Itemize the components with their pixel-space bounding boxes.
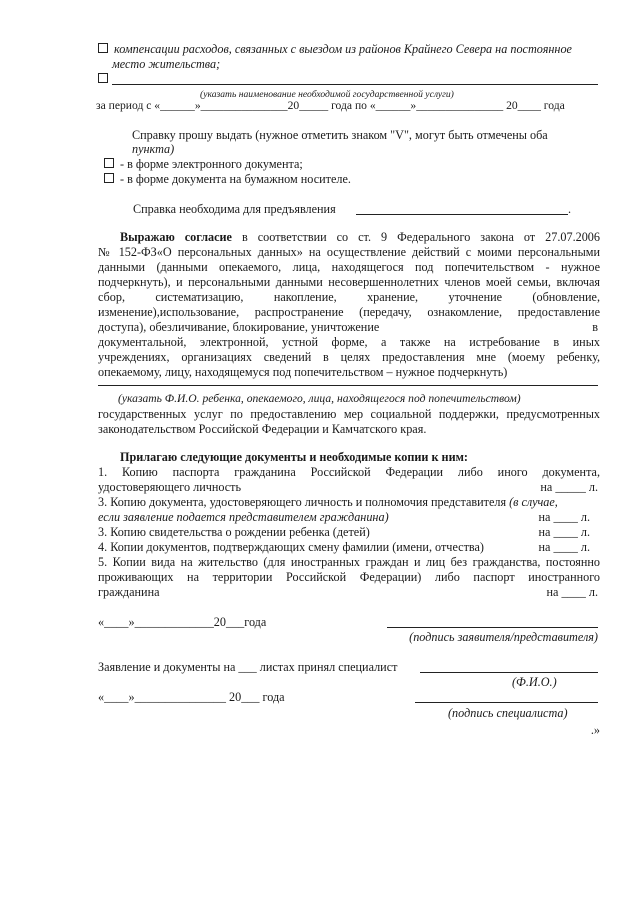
closing-quote: .»: [590, 723, 600, 737]
attachment-item1-count: на _____ л.: [540, 480, 598, 494]
option1-line1: компенсации расходов, связанных с выездом из районов Крайнего Севера на постоянное: [98, 42, 600, 57]
service-name-caption: (указать наименование необходимой государственной услуги): [200, 89, 454, 100]
service-name-underline[interactable]: [112, 84, 598, 85]
consent-line12: законодательством Российской Федерации и Камчатского края.: [98, 422, 427, 436]
consent-line4: подчеркнуть), и персональными данными несовершеннолетних членов моей семьи, включая: [98, 275, 600, 289]
attachment-item5-line2: проживающих на территории Российской Федерации) либо паспорт иностранного: [98, 570, 600, 584]
request-line1: Справку прошу выдать (нужное отметить знаком "V", могут быть отмечены оба: [132, 128, 548, 142]
consent-line3: данными (данными опекаемого, лица, находящегося под попечительством - нужное: [98, 260, 600, 274]
specialist-sign-caption: (подпись специалиста): [448, 706, 568, 720]
presentation-end: .: [568, 202, 572, 216]
acceptance-line: Заявление и документы на ___ листах принял специалист: [98, 660, 398, 674]
specialist-name-underline[interactable]: [420, 672, 598, 673]
attachment-item3b-count: на ____ л.: [538, 525, 590, 539]
option1-line2: место жительства;: [112, 57, 221, 71]
attachment-item4: 4. Копии документов, подтверждающих смену фамилии (имени, отчества) на ____ л.: [98, 540, 590, 554]
attachment-item5-line3: гражданина на ____ л.: [98, 585, 598, 599]
checkbox-icon[interactable]: [104, 158, 114, 168]
presentation-underline[interactable]: [356, 214, 568, 215]
checkbox-icon[interactable]: [98, 73, 108, 83]
presentation-label: Справка необходима для предъявления: [133, 202, 336, 216]
person-name-underline[interactable]: [98, 385, 598, 386]
checkbox-icon[interactable]: [104, 173, 114, 183]
person-name-caption: (указать Ф.И.О. ребенка, опекаемого, лица, находящегося под попечительством): [118, 392, 521, 405]
attachments-heading: Прилагаю следующие документы и необходимые копии к ним:: [120, 450, 468, 464]
checkbox-icon[interactable]: [98, 43, 108, 53]
attachment-item3b: 3. Копию свидетельства о рождении ребенка (детей) на ____ л.: [98, 525, 590, 539]
attachment-item1-line1: 1. Копию паспорта гражданина Российской Федерации либо иного документа,: [98, 465, 600, 479]
option-electronic: - в форме электронного документа;: [104, 157, 606, 172]
consent-line6: изменение),использование, распространение (передачу, ознакомление, предоставление: [98, 305, 600, 319]
attachment-item1-line2: удостоверяющего личность на _____ л.: [98, 480, 598, 494]
applicant-signature-caption: (подпись заявителя/представителя): [409, 630, 598, 644]
period-line: за период с «______»_______________20_____ года по «______»_______________ 20____ года: [96, 99, 565, 112]
consent-line5: сбор, систематизацию, накопление, хранение, уточнение (обновление,: [98, 290, 600, 304]
attachment-item5-count: на ____ л.: [546, 585, 598, 599]
specialist-signature-underline[interactable]: [415, 702, 598, 703]
option-paper: - в форме документа на бумажном носителе.: [104, 172, 606, 187]
attachment-item3-line1: 3. Копию документа, удостоверяющего личность и полномочия представителя (в случае,: [98, 495, 558, 509]
consent-line2: № 152-ФЗ«О персональных данных» на осуществление действий с моими персональными: [98, 245, 600, 259]
attachment-item3-line2: если заявление подается представителем гражданина) на ____ л.: [98, 510, 590, 524]
consent-line1: Выражаю согласие в соответствии со ст. 9 Федерального закона от 27.07.2006: [120, 230, 600, 244]
applicant-date-line: «____»_____________20___года: [98, 615, 267, 629]
request-line2: пункта): [132, 142, 175, 156]
consent-line9: учреждениях, организациях сведений в целях предоставления мне (моему ребенку,: [98, 350, 600, 364]
attachment-item3-count: на ____ л.: [538, 510, 590, 524]
specialist-fio-caption: (Ф.И.О.): [512, 675, 557, 689]
consent-line7: доступа), обезличивание, блокирование, уничтожение в: [98, 320, 598, 334]
attachment-item4-count: на ____ л.: [538, 540, 590, 554]
attachment-item5-line1: 5. Копии вида на жительство (для иностранных граждан и лиц без гражданства, постоянно: [98, 555, 600, 569]
consent-line11: государственных услуг по предоставлению мер социальной поддержки, предусмотренных: [98, 407, 600, 421]
applicant-signature-underline[interactable]: [387, 627, 598, 628]
consent-line10: опекаемому, лицу, находящемуся под попечительством – нужное подчеркнуть): [98, 365, 508, 379]
acceptance-date-line: «____»_______________ 20___ года: [98, 690, 285, 704]
consent-line8: документальной, электронной, устной форме, а также на истребование в иных: [98, 335, 600, 349]
